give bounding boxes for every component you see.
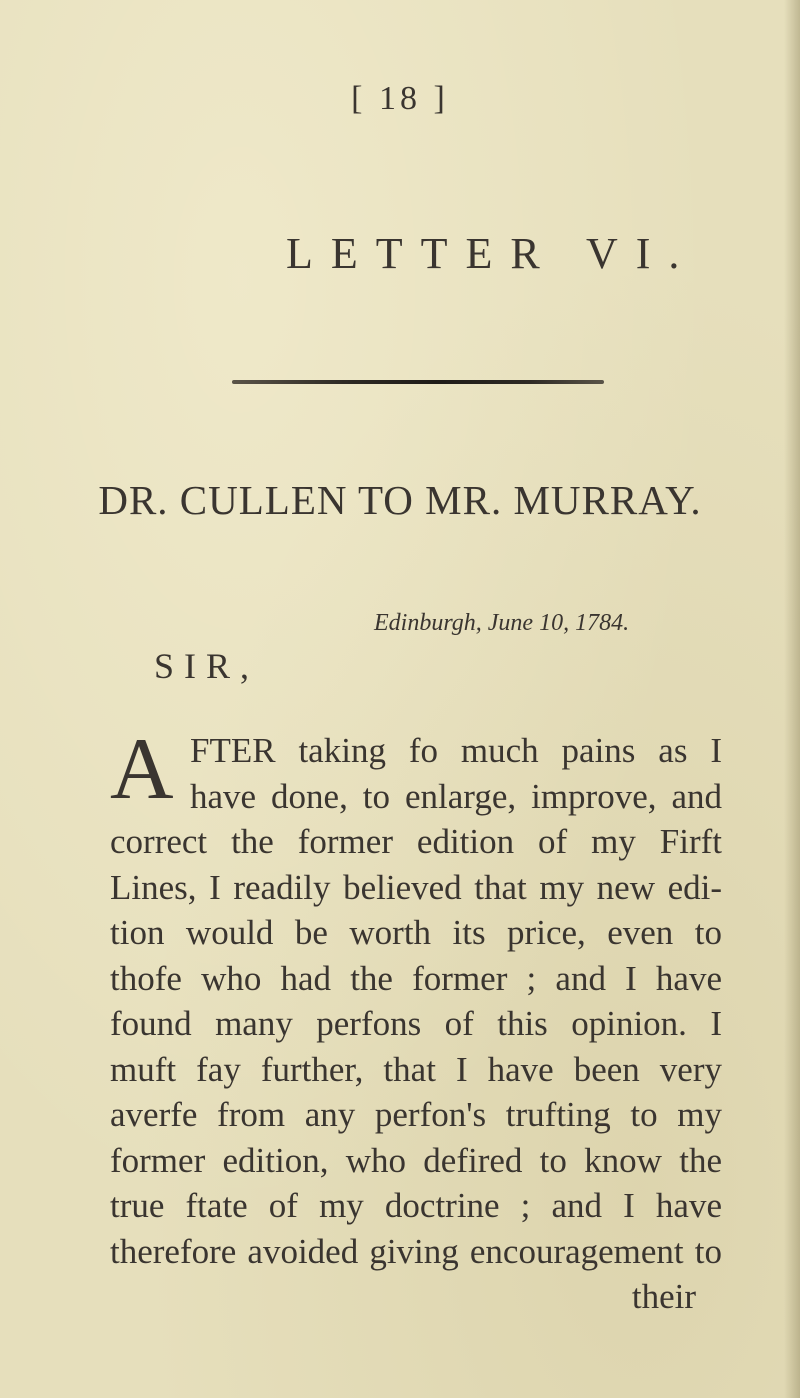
letter-body — [110, 721, 722, 1320]
dateline-place: Edinburgh, — [374, 610, 482, 636]
body-line: tion would be worth its price, even to — [110, 913, 722, 952]
body-line: found many perfons of this opinion. I — [110, 1004, 722, 1043]
body-line: averfe from any perfon's trufting to my — [110, 1095, 722, 1134]
page-number: [ 18 ] — [351, 80, 449, 117]
page-edge-shadow — [784, 0, 800, 1398]
body-line: former edition, who defired to know the — [110, 1140, 722, 1180]
catchword: their — [631, 1277, 696, 1316]
decorative-rule — [232, 380, 604, 384]
drop-cap: A — [110, 721, 174, 818]
body-line: thofe who had the former ; and I have — [110, 958, 722, 998]
body-line: true ftate of my doctrine ; and I have — [110, 1186, 722, 1225]
body-line: therefore avoided giving encouragement to — [110, 1231, 722, 1271]
dateline — [374, 610, 629, 637]
body-line: correct the former edition of my Firft — [110, 822, 722, 861]
dateline-date: June 10, 1784. — [487, 610, 630, 636]
body-line: muft fay further, that I have been very — [110, 1049, 722, 1089]
body-line: have done, to enlarge, improve, and — [190, 776, 722, 816]
letter-heading: LETTER VI. — [286, 229, 698, 278]
body-line: FTER taking fo much pains as I — [190, 731, 722, 770]
letter-title: DR. CULLEN TO MR. MURRAY. — [98, 477, 702, 523]
salutation: SIR, — [154, 646, 260, 686]
body-line: Lines, I readily believed that my new edi- — [110, 867, 722, 907]
